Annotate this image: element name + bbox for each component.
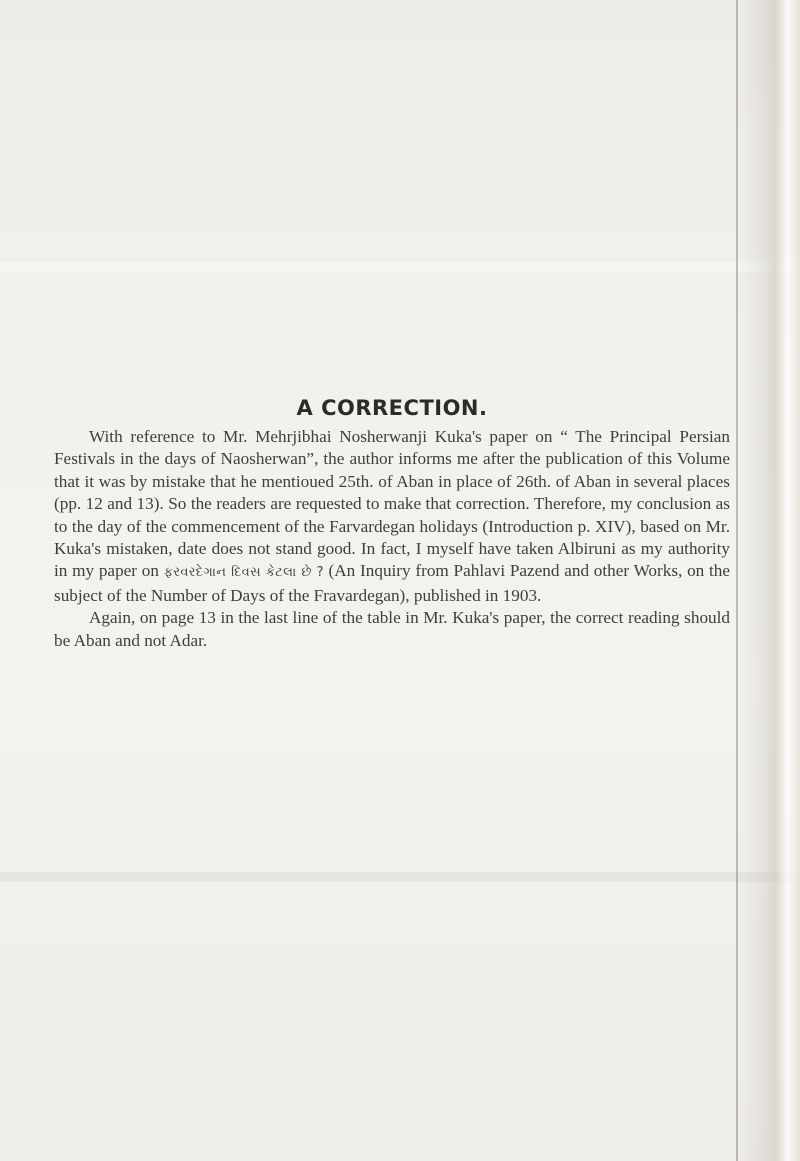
- page-edge-shadow: [738, 0, 800, 1161]
- paragraph-2: Again, on page 13 in the last line of the table in Mr. Kuka's paper, the correct reading should be Aban and not Adar.: [54, 608, 730, 650]
- paragraph-1: [54, 426, 730, 607]
- scan-band-top: [0, 262, 800, 272]
- page-title: A CORRECTION.: [296, 396, 488, 420]
- correction-notice: [54, 396, 730, 652]
- paragraph-1-text-a: With reference to Mr. Mehrjibhai Nosherwanji Kuka's paper on “ The Principal Persian Festivals in the days of Naosherwan”, the author informs me after the publication of this Volume that it was by mistake that he mentioued 25th. of Aban in place of 26th. of Aban in several places (pp. 12 and 13). So the readers are requested to make that correction. Therefore, my conclusion as to the day of the commencement of the Farvardegan holidays (Introduction p. XIV), based on Mr. Kuka's mistaken, date does not stand good. In fact, I myself have taken Albiruni as my authority in my paper on: [54, 427, 730, 581]
- scan-band-bottom: [0, 872, 800, 882]
- paragraph-1-text-b: (An Inquiry from Pahlavi Pazend and other Works, on the subject of the Number of Days of the Fravardegan), published in 1903.: [54, 561, 731, 605]
- gujarati-title: ફરવરદેગાન દિવસ કેટલા છે ?: [163, 565, 324, 581]
